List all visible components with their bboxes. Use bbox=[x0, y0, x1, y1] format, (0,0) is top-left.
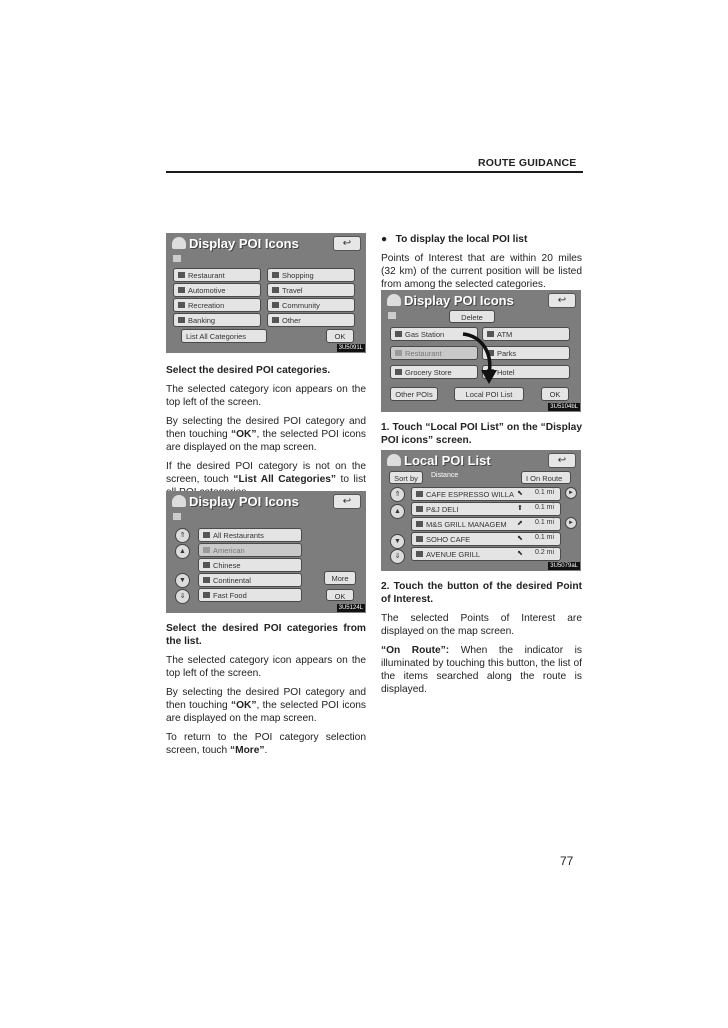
community-icon bbox=[272, 302, 279, 308]
step-2-heading: 2. Touch the button of the desired Point of Interest. bbox=[381, 581, 582, 605]
other-icon bbox=[272, 317, 279, 323]
back-button[interactable]: ↩ bbox=[333, 236, 361, 251]
step-2 bbox=[381, 580, 582, 702]
list-item[interactable]: Chinese bbox=[198, 558, 302, 572]
poi-list-row[interactable]: P&J DELI bbox=[411, 502, 561, 516]
shopping-icon bbox=[272, 272, 279, 278]
other-pois-button[interactable]: Other POIs bbox=[390, 387, 438, 401]
poi-distance: 0.2 mi bbox=[535, 549, 555, 556]
poi-atm-button[interactable]: ATM bbox=[482, 327, 570, 341]
banking-icon bbox=[178, 317, 185, 323]
recreation-icon bbox=[178, 302, 185, 308]
back-button[interactable]: ↩ bbox=[333, 494, 361, 509]
caption-paragraph: To return to the POI category selection screen, touch “More”. bbox=[166, 732, 366, 756]
on-route-button[interactable]: I On Route bbox=[521, 471, 571, 484]
list-item[interactable]: All Restaurants bbox=[198, 528, 302, 542]
figure-code: 3U5091L bbox=[338, 345, 363, 351]
american-icon bbox=[203, 547, 210, 553]
step-2-paragraph: The selected Points of Interest are displayed on the map screen. bbox=[381, 613, 582, 637]
poi-grocery-store-button[interactable]: Grocery Store bbox=[390, 365, 478, 379]
poi-icon bbox=[387, 454, 401, 466]
poi-distance: 0.1 mi bbox=[535, 489, 555, 496]
detail-arrow-icon[interactable]: ► bbox=[565, 487, 577, 499]
restaurant-icon bbox=[416, 506, 423, 512]
screen-display-poi-icons-selected bbox=[381, 290, 581, 412]
intro-block bbox=[381, 233, 582, 297]
list-item[interactable]: Fast Food bbox=[198, 588, 302, 602]
selected-category-icon bbox=[173, 513, 181, 520]
detail-arrow-icon[interactable]: ► bbox=[565, 517, 577, 529]
screen-display-poi-icons bbox=[166, 233, 366, 353]
caption-heading: Select the desired POI categories. bbox=[166, 365, 331, 376]
poi-icon bbox=[172, 495, 186, 507]
poi-distance: 0.1 mi bbox=[535, 534, 555, 541]
poi-distance: 0.1 mi bbox=[535, 519, 555, 526]
caption-paragraph: By selecting the desired POI category and then touching “OK”, the selected POI icons are displayed on the map screen. bbox=[166, 687, 366, 724]
direction-arrow-icon: ⬉ bbox=[517, 535, 523, 542]
direction-arrow-icon: ⬉ bbox=[517, 490, 523, 497]
page-down-icon[interactable]: ⇓ bbox=[390, 549, 405, 564]
bullet-heading: ● To display the local POI list bbox=[381, 234, 528, 245]
category-recreation-button[interactable]: Recreation bbox=[173, 298, 261, 312]
category-other-button[interactable]: Other bbox=[267, 313, 355, 327]
poi-parks-button[interactable]: Parks bbox=[482, 346, 570, 360]
sort-by-button[interactable]: Sort by bbox=[389, 471, 423, 484]
on-route-description: “On Route”: When the indicator is illuminated by touching this button, the list of the items searched along the route is displayed. bbox=[381, 645, 583, 695]
page-number: 77 bbox=[560, 854, 574, 868]
category-community-button[interactable]: Community bbox=[267, 298, 355, 312]
list-item[interactable]: Continental bbox=[198, 573, 302, 587]
scroll-down-icon[interactable]: ▼ bbox=[390, 534, 405, 549]
automotive-icon bbox=[178, 287, 185, 293]
category-automotive-button[interactable]: Automotive bbox=[173, 283, 261, 297]
poi-icon bbox=[172, 237, 186, 249]
screen-title: Display POI Icons bbox=[387, 293, 514, 308]
section-header: ROUTE GUIDANCE bbox=[478, 157, 577, 169]
local-poi-list-button[interactable]: Local POI List bbox=[454, 387, 524, 401]
caption-paragraph: By selecting the desired POI category and then touching “OK”, the selected POI icons are displayed on the map screen. bbox=[166, 416, 366, 453]
pointer-arrow-icon bbox=[381, 290, 581, 412]
travel-icon bbox=[272, 287, 279, 293]
page-up-icon[interactable]: ⇑ bbox=[390, 487, 405, 502]
intro-paragraph: Points of Interest that are within 20 miles (32 km) of the current position will be listed from among the selected categories. bbox=[381, 253, 582, 290]
screen-title: Display POI Icons bbox=[172, 236, 299, 251]
step-1 bbox=[381, 421, 582, 453]
screen-title: Local POI List bbox=[387, 453, 491, 468]
restaurant-icon bbox=[416, 521, 423, 527]
figure-code: 3U5124L bbox=[338, 605, 363, 611]
back-button[interactable]: ↩ bbox=[548, 453, 576, 468]
step-1-text: 1. Touch “Local POI List” on the “Display POI icons” screen. bbox=[381, 422, 582, 446]
figure-code: 3U5079aL bbox=[550, 563, 578, 569]
list-all-categories-button[interactable]: List All Categories bbox=[181, 329, 267, 343]
direction-arrow-icon: ⬉ bbox=[517, 550, 523, 557]
screen-local-poi-list bbox=[381, 450, 581, 571]
continental-icon bbox=[203, 577, 210, 583]
scroll-up-icon[interactable]: ▲ bbox=[390, 504, 405, 519]
ok-button[interactable]: OK bbox=[541, 387, 569, 401]
selected-category-icon bbox=[173, 255, 181, 262]
back-button[interactable]: ↩ bbox=[548, 293, 576, 308]
poi-list-row[interactable]: SOHO CAFE bbox=[411, 532, 561, 546]
on-route-indicator-icon: I bbox=[526, 474, 531, 483]
sort-value: Distance bbox=[431, 472, 459, 479]
figure-code: 3U5104bL bbox=[550, 404, 578, 410]
screen-poi-category-list bbox=[166, 491, 366, 613]
fast-food-icon bbox=[203, 592, 210, 598]
poi-hotel-button[interactable]: Hotel bbox=[482, 365, 570, 379]
poi-list-row[interactable]: AVENUE GRILL bbox=[411, 547, 561, 561]
scroll-up-icon[interactable]: ▲ bbox=[175, 544, 190, 559]
caption-paragraph: If the desired POI category is not on the screen, touch “List All Categories” to list bbox=[166, 461, 366, 485]
delete-button[interactable]: Delete bbox=[449, 310, 495, 323]
header-rule bbox=[166, 171, 583, 173]
poi-gas-station-button[interactable]: Gas Station bbox=[390, 327, 478, 341]
restaurant-icon bbox=[178, 272, 185, 278]
list-item[interactable]: American bbox=[198, 543, 302, 557]
scroll-down-icon[interactable]: ▼ bbox=[175, 573, 190, 588]
page-up-icon[interactable]: ⇑ bbox=[175, 528, 190, 543]
page-down-icon[interactable]: ⇓ bbox=[175, 589, 190, 604]
category-travel-button[interactable]: Travel bbox=[267, 283, 355, 297]
poi-restaurant-button[interactable]: Restaurant bbox=[390, 346, 478, 360]
direction-arrow-icon: ⬈ bbox=[517, 520, 523, 527]
restaurant-icon bbox=[416, 551, 423, 557]
restaurant-icon bbox=[416, 491, 423, 497]
restaurant-icon bbox=[203, 532, 210, 538]
caption-heading: Select the desired POI categories from the list. bbox=[166, 623, 366, 647]
ok-button[interactable]: OK bbox=[326, 329, 354, 343]
bullet-icon: ● bbox=[381, 234, 388, 245]
caption-block-1 bbox=[166, 364, 366, 505]
screen-title: Display POI Icons bbox=[172, 494, 299, 509]
category-shopping-button[interactable]: Shopping bbox=[267, 268, 355, 282]
caption-paragraph: The selected category icon appears on the top left of the screen. bbox=[166, 384, 366, 408]
chinese-icon bbox=[203, 562, 210, 568]
caption-block-2 bbox=[166, 622, 366, 763]
ok-button[interactable]: OK bbox=[326, 589, 354, 601]
more-button[interactable]: More bbox=[324, 571, 356, 585]
poi-distance: 0.1 mi bbox=[535, 504, 555, 511]
poi-list-row[interactable]: CAFE ESPRESSO WILLA bbox=[411, 487, 561, 501]
direction-arrow-icon: ⬆ bbox=[517, 505, 523, 512]
caption-paragraph: The selected category icon appears on the top left of the screen. bbox=[166, 655, 366, 679]
category-banking-button[interactable]: Banking bbox=[173, 313, 261, 327]
poi-list-row[interactable]: M&S GRILL MANAGEM bbox=[411, 517, 561, 531]
category-restaurant-button[interactable]: Restaurant bbox=[173, 268, 261, 282]
restaurant-icon bbox=[416, 536, 423, 542]
